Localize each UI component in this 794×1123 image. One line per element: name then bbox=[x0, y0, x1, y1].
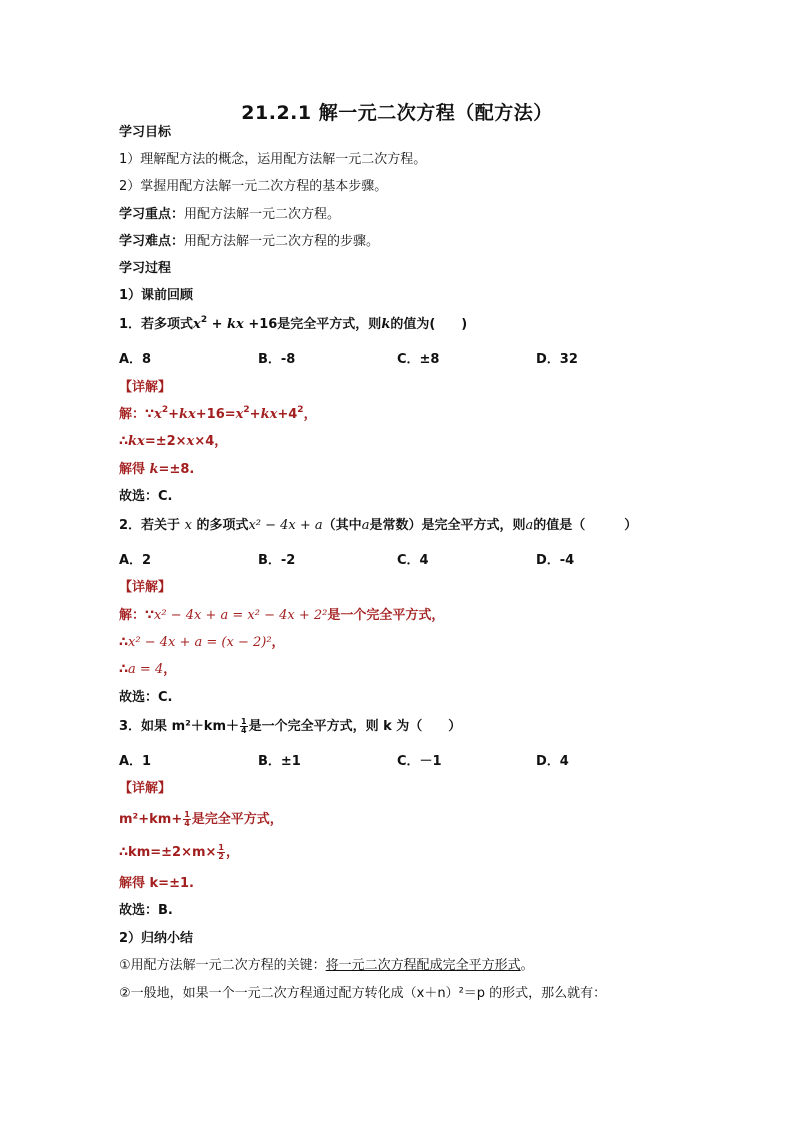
q3-solution-line-3: 解得 k=±1. bbox=[119, 876, 194, 891]
q2-option-c: C．4 bbox=[397, 553, 429, 568]
q1-expr-x: x bbox=[193, 317, 201, 332]
q1-detail-label: 【详解】 bbox=[119, 380, 172, 395]
q3-sol-2-fraction bbox=[217, 844, 225, 861]
q2-stem-a: 2．若关于 bbox=[119, 518, 185, 533]
page-title: 21.2.1 解一元二次方程（配方法） bbox=[241, 102, 553, 124]
q1-sol-2d: x bbox=[186, 434, 195, 449]
q2-stem-expr: x² − 4x + a bbox=[248, 518, 323, 533]
q2-sol-2c: ， bbox=[271, 635, 285, 650]
q3-option-c: C．－1 bbox=[397, 754, 442, 769]
q1-stem-end: 的值为( ) bbox=[390, 317, 468, 332]
q1-sol-1a: 解：∵ bbox=[119, 407, 155, 422]
q3-solution-line-1 bbox=[119, 811, 283, 829]
q1-sol-3b: k bbox=[149, 462, 159, 477]
q1-sol-1e: +16= bbox=[195, 407, 236, 422]
q3-frac-num: 1 bbox=[241, 717, 247, 726]
summary-item-1 bbox=[119, 957, 534, 975]
q2-solution-line-2 bbox=[119, 634, 285, 652]
q2-sol-3c: ， bbox=[163, 662, 177, 677]
q2-solution-line-3 bbox=[119, 661, 176, 679]
q1-solution-line-1: 解：$\because x^2+kx+16=x^2+kx+4^2$， bbox=[119, 405, 317, 422]
objectives-heading: 学习目标 bbox=[119, 125, 172, 140]
q2-sol-1a: 解：∵ bbox=[119, 608, 155, 623]
q1-answer: 故选：C. bbox=[119, 489, 173, 504]
q3-detail-label: 【详解】 bbox=[119, 781, 172, 796]
q3-stem-fraction bbox=[240, 718, 248, 735]
q1-solution-line-3 bbox=[119, 461, 194, 479]
q2-option-b: B．-2 bbox=[258, 553, 296, 568]
q3-stem bbox=[119, 718, 461, 736]
q2-sol-2a: ∴ bbox=[119, 635, 129, 650]
q1-sol-1d: kx bbox=[178, 407, 196, 422]
q1-k: k bbox=[381, 317, 391, 332]
q2-stem-b: 的多项式 bbox=[191, 518, 249, 533]
q2-stem-c: （其中 bbox=[322, 518, 362, 533]
q3-solution-line-2 bbox=[119, 844, 239, 862]
q2-option-a: A．2 bbox=[119, 553, 152, 568]
objective-item-1: 1）理解配方法的概念，运用配方法解一元二次方程。 bbox=[119, 152, 427, 167]
q1-sol-2a: ∴ bbox=[119, 434, 129, 449]
q3-sol-2b: ， bbox=[225, 845, 239, 860]
difficulty bbox=[119, 233, 379, 251]
q3-sol-1a: m²+km+ bbox=[119, 812, 183, 827]
review-heading: 1）课前回顾 bbox=[119, 288, 194, 303]
q2-option-d: D．-4 bbox=[536, 553, 575, 568]
summary-item-1-c: 。 bbox=[520, 958, 534, 973]
summary-item-2: ②一般地，如果一个一元二次方程通过配方转化成（x＋n）²＝p 的形式，那么就有： bbox=[119, 986, 607, 1001]
summary-item-1-a: ①用配方法解一元二次方程的关键： bbox=[119, 958, 326, 973]
q2-sol-1b: x² − 4x + a = x² − 4x + 2² bbox=[154, 608, 328, 623]
q1-solution-line-2 bbox=[119, 433, 227, 451]
q2-stem-e: 的值是（ ） bbox=[533, 518, 638, 533]
q1-sol-1j: ， bbox=[303, 407, 317, 422]
q2-stem-a2: a bbox=[361, 518, 370, 533]
q1-sol-1f: x bbox=[235, 407, 244, 422]
objective-item-2: 2）掌握用配方法解一元二次方程的基本步骤。 bbox=[119, 179, 388, 194]
q2-sol-3b: a = 4 bbox=[128, 662, 164, 677]
q2-sol-2b: x² − 4x + a = (x − 2)² bbox=[128, 635, 272, 650]
q1-sol-1b: x bbox=[154, 407, 162, 422]
q2-sol-3a: ∴ bbox=[119, 662, 129, 677]
q1-sol-2c: =±2× bbox=[144, 434, 187, 449]
q1-sol-1h: kx bbox=[260, 407, 278, 422]
difficulty-text: 用配方法解一元二次方程的步骤。 bbox=[184, 234, 380, 249]
q2-detail-label: 【详解】 bbox=[119, 580, 172, 595]
q1-expr-kx: kx bbox=[227, 317, 244, 332]
q3-frac-den: 4 bbox=[241, 726, 247, 735]
summary-heading: 2）归纳小结 bbox=[119, 931, 194, 946]
q2-stem bbox=[119, 517, 637, 535]
q3-sol-2a: ∴km=±2×m× bbox=[119, 845, 217, 860]
q3-sol-1-den: 4 bbox=[184, 819, 190, 828]
q1-expr-rest: +16是完全平方式，则 bbox=[243, 317, 382, 332]
q1-option-d: D．32 bbox=[536, 352, 578, 367]
q3-sol-2-den: 2 bbox=[218, 852, 224, 861]
q3-option-b: B．±1 bbox=[258, 754, 301, 769]
q1-sol-3c: =±8. bbox=[158, 462, 195, 477]
q2-answer: 故选：C. bbox=[119, 690, 173, 705]
key-point-label: 学习重点： bbox=[119, 207, 185, 222]
q3-answer: 故选：B. bbox=[119, 903, 173, 918]
q2-stem-a3: a bbox=[525, 518, 534, 533]
summary-item-1-key: 将一元二次方程配成完全平方形式 bbox=[325, 958, 521, 973]
q3-sol-1-num: 1 bbox=[184, 810, 190, 819]
q1-option-c: C．±8 bbox=[397, 352, 440, 367]
q1-expr-plus: + bbox=[207, 317, 228, 332]
q3-sol-1b: 是完全平方式， bbox=[191, 812, 283, 827]
q1-option-a: A．8 bbox=[119, 352, 152, 367]
q3-option-a: A．1 bbox=[119, 754, 152, 769]
q1-sol-1g: + bbox=[249, 407, 261, 422]
q1-sol-2b: kx bbox=[128, 434, 145, 449]
q3-option-d: D．4 bbox=[536, 754, 569, 769]
process-heading: 学习过程 bbox=[119, 261, 172, 276]
q1-sol-1c: + bbox=[168, 407, 179, 422]
q2-stem-x: x bbox=[184, 518, 192, 533]
q3-sol-2-num: 1 bbox=[218, 843, 224, 852]
q2-solution-line-1 bbox=[119, 607, 444, 625]
q2-sol-1c: 是一个完全平方式， bbox=[327, 608, 445, 623]
q3-stem-b: 是一个完全平方式，则 k 为（ ） bbox=[248, 719, 462, 734]
key-point bbox=[119, 206, 340, 224]
key-point-text: 用配方法解一元二次方程。 bbox=[184, 207, 341, 222]
q1-stem-text: 1．若多项式 bbox=[119, 317, 194, 332]
q3-sol-1-fraction bbox=[183, 811, 191, 828]
difficulty-label: 学习难点： bbox=[119, 234, 185, 249]
q1-sol-2e: ×4， bbox=[194, 434, 228, 449]
q1-stem: 1．若多项式$x^2$ + kx +16是完全平方式，则k的值为( ) bbox=[119, 315, 468, 332]
q1-sol-3a: 解得 bbox=[119, 462, 150, 477]
q3-stem-a: 3．如果 m²＋km＋ bbox=[119, 719, 240, 734]
q1-sol-1i: +4 bbox=[277, 407, 298, 422]
q2-stem-d: 是常数）是完全平方式，则 bbox=[369, 518, 526, 533]
q1-option-b: B．-8 bbox=[258, 352, 296, 367]
